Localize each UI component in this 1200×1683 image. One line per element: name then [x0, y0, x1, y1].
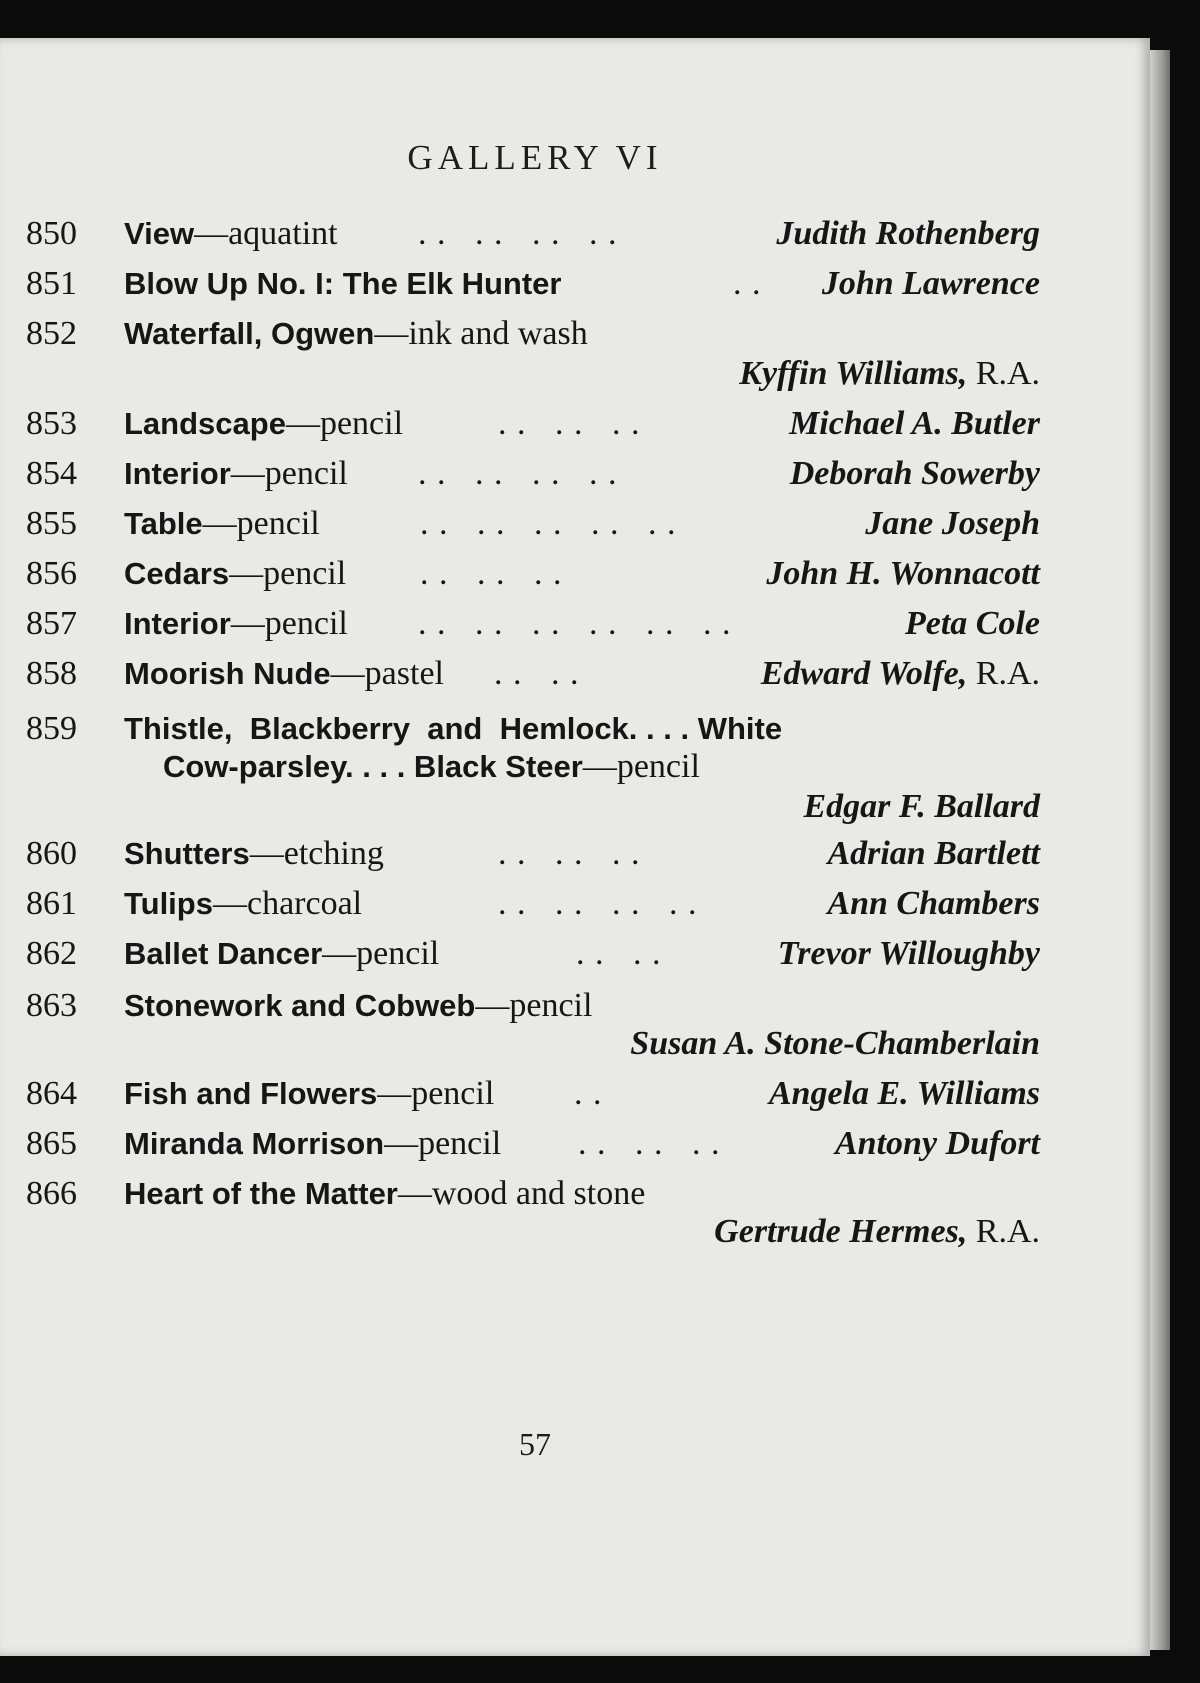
entry-artist: Adrian Bartlett	[827, 835, 1040, 872]
entry-title: Tulips	[124, 886, 213, 921]
entry-artist: Angela E. Williams	[768, 1075, 1040, 1112]
entry-medium: —pastel	[330, 655, 444, 692]
entry-number: 864	[26, 1075, 77, 1112]
leader-dots: . . . . . . . . . . . .	[418, 605, 732, 642]
leader-dots: . . . . . . . .	[498, 885, 698, 922]
entry-medium: —pencil	[377, 1075, 495, 1112]
entry-title: Stonework and Cobweb	[124, 988, 476, 1023]
entry-title: Fish and Flowers	[124, 1076, 378, 1111]
leader-dots: . . . .	[494, 655, 580, 692]
entry-artist: Deborah Sowerby	[789, 455, 1040, 492]
entry-artist: Peta Cole	[904, 605, 1040, 642]
entry-medium: —pencil	[475, 987, 593, 1024]
entry-artist: Antony Dufort	[835, 1125, 1040, 1162]
entry-title: Moorish Nude	[124, 656, 331, 691]
entry-artist: Ann Chambers	[827, 885, 1040, 922]
entry-number: 851	[26, 265, 77, 302]
entry-title: Table	[124, 506, 203, 541]
entry-title: Thistle, Blackberry and Hemlock. . . . White	[124, 711, 783, 746]
entry-artist: Gertrude Hermes,	[714, 1213, 968, 1250]
leader-dots: . . . . . . . .	[418, 215, 618, 252]
entry-medium: —pencil	[322, 935, 440, 972]
entry-artist: Susan A. Stone-Chamberlain	[630, 1025, 1040, 1062]
entry-artist: Edgar F. Ballard	[803, 788, 1040, 825]
entry-artist: Jane Joseph	[865, 505, 1040, 542]
entry-medium: —pencil	[384, 1125, 502, 1162]
entry-number: 858	[26, 655, 77, 692]
entry-artist: Edward Wolfe,	[760, 655, 968, 692]
entry-artist: Judith Rothenberg	[776, 215, 1040, 252]
entry-title: Heart of the Matter	[124, 1176, 398, 1211]
leader-dots: . . . . . . . . . .	[420, 505, 677, 542]
entry-medium: —wood and stone	[397, 1175, 646, 1212]
entry-artist-suffix: R.A.	[967, 1213, 1040, 1250]
entry-number: 865	[26, 1125, 77, 1162]
entry-medium: —ink and wash	[374, 315, 588, 352]
gallery-title: GALLERY VI	[407, 138, 663, 177]
leader-dots: . . . . . .	[498, 405, 641, 442]
leader-dots: . . . . . .	[498, 835, 641, 872]
entry-title: Interior	[124, 456, 231, 491]
entry-title: Miranda Morrison	[124, 1126, 385, 1161]
entry-title-continued: Cow-parsley. . . . Black Steer	[163, 749, 583, 784]
entry-number: 863	[26, 987, 77, 1024]
entry-number: 866	[26, 1175, 77, 1212]
entry-medium: —pencil	[202, 505, 320, 542]
entry-title: Interior	[124, 606, 231, 641]
leader-dots: . . . . . . . .	[418, 455, 618, 492]
entry-title: Cedars	[124, 556, 230, 591]
entry-artist: John H. Wonnacott	[766, 555, 1040, 592]
entry-medium: —pencil	[230, 455, 348, 492]
entry-artist-suffix: R.A.	[967, 655, 1040, 692]
entry-medium: —aquatint	[194, 215, 338, 252]
entry-title: Blow Up No. I: The Elk Hunter	[124, 266, 562, 301]
entry-medium: —charcoal	[212, 885, 363, 922]
leader-dots: . . . .	[576, 935, 662, 972]
entry-artist: Kyffin Williams,	[739, 355, 968, 392]
entry-number: 852	[26, 315, 77, 352]
entry-artist: John Lawrence	[821, 265, 1040, 302]
entry-number: 859	[26, 710, 77, 747]
leader-dots: . . . . . .	[578, 1125, 721, 1162]
entry-title: Waterfall, Ogwen	[124, 316, 375, 351]
entry-number: 857	[26, 605, 77, 642]
entry-title: View	[124, 216, 195, 251]
entry-medium: —etching	[249, 835, 384, 872]
entry-number: 862	[26, 935, 77, 972]
entry-artist: Michael A. Butler	[789, 405, 1040, 442]
entry-artist: Trevor Willoughby	[777, 935, 1040, 972]
entry-title: Ballet Dancer	[124, 936, 323, 971]
entry-artist-suffix: R.A.	[967, 355, 1040, 392]
entry-number: 861	[26, 885, 77, 922]
leader-dots: . .	[574, 1075, 603, 1112]
page-edge	[1150, 50, 1170, 1650]
entry-number: 856	[26, 555, 77, 592]
entry-number: 850	[26, 215, 77, 252]
entry-medium: —pencil	[285, 405, 404, 442]
entry-number: 855	[26, 505, 77, 542]
entry-medium: —pencil	[582, 748, 700, 785]
entry-medium: —pencil	[230, 605, 348, 642]
entry-number: 854	[26, 455, 77, 492]
entry-number: 853	[26, 405, 77, 442]
leader-dots: . .	[733, 265, 762, 302]
entry-medium: —pencil	[229, 555, 347, 592]
entry-number: 860	[26, 835, 77, 872]
entry-title: Shutters	[124, 836, 250, 871]
leader-dots: . . . . . .	[420, 555, 563, 592]
page-number: 57	[519, 1426, 551, 1462]
entry-title: Landscape	[124, 406, 286, 441]
